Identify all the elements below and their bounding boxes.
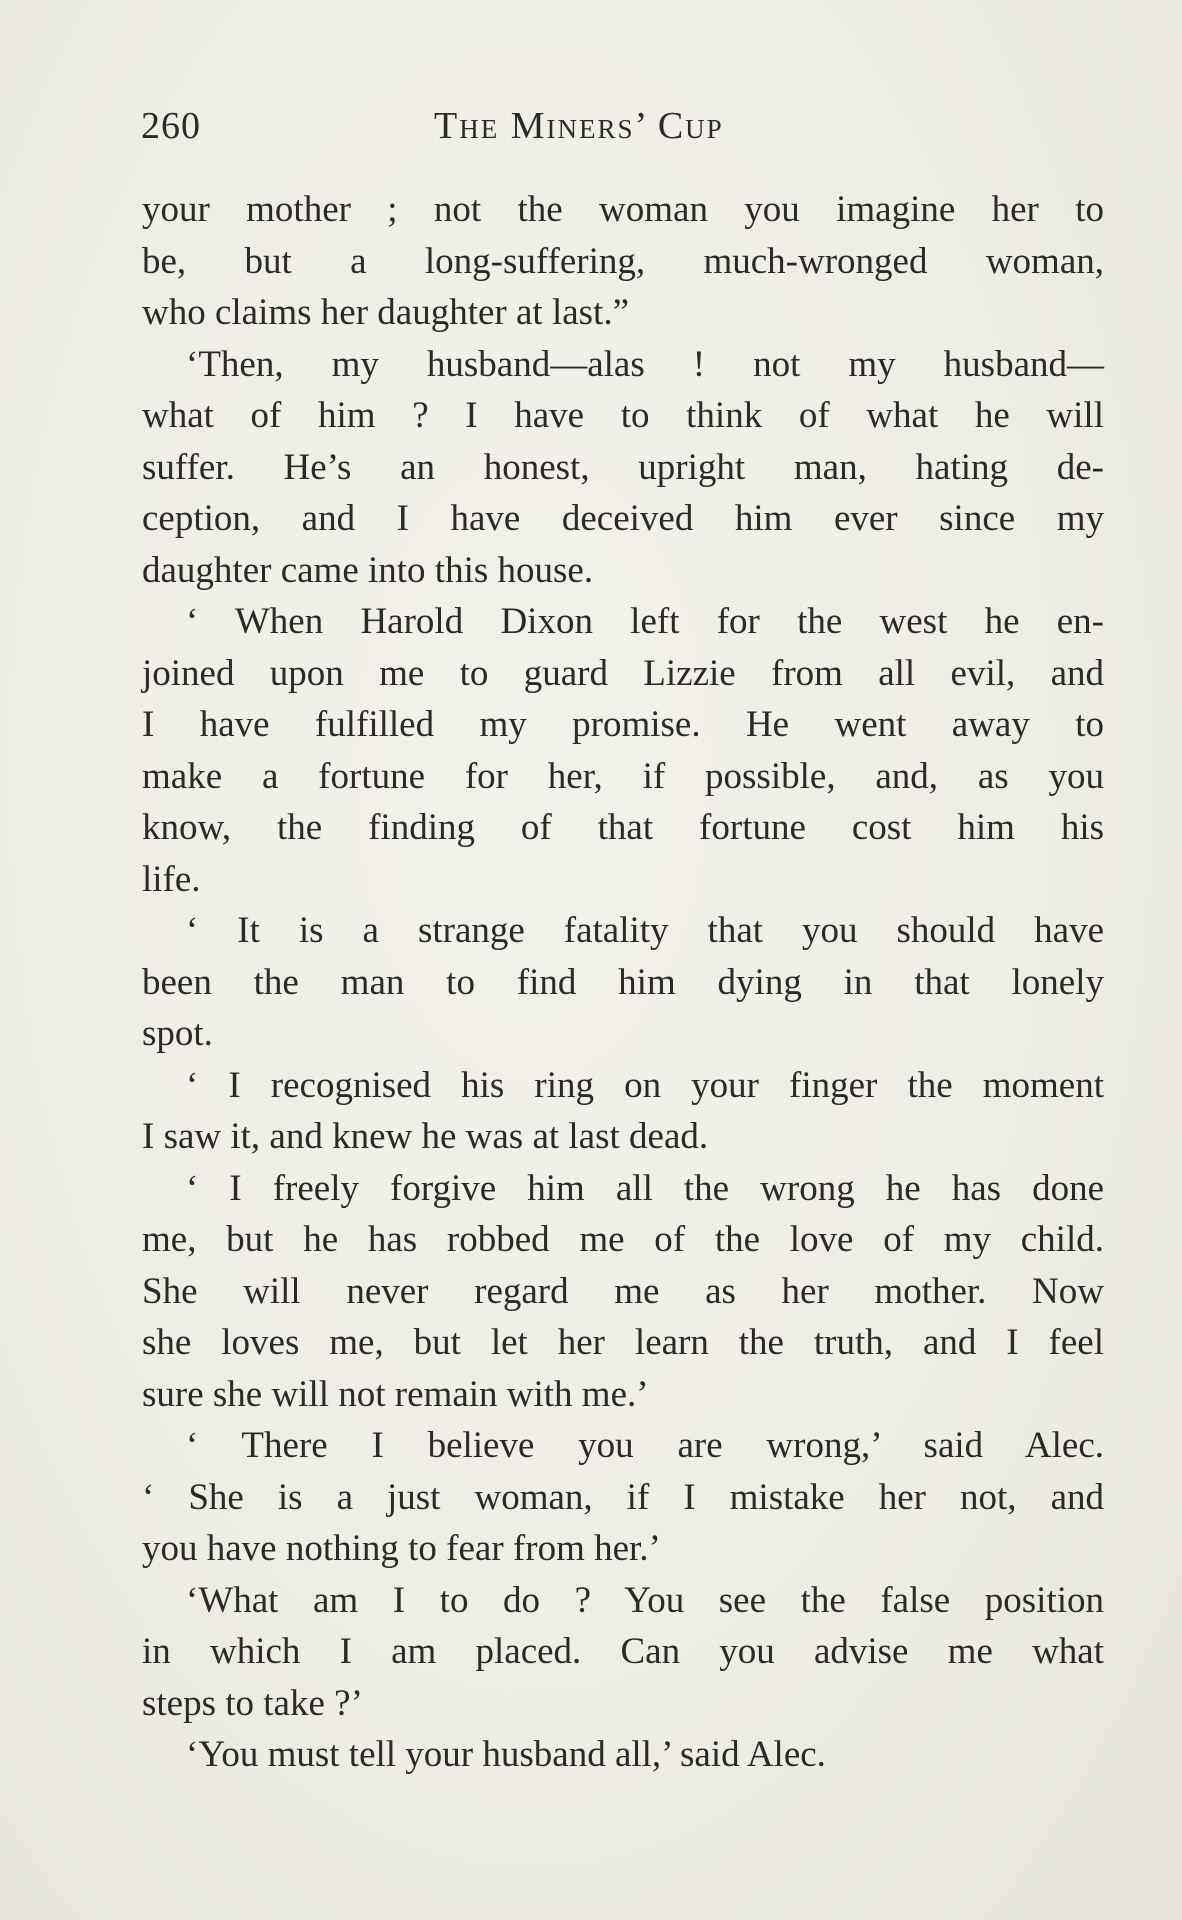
text-line: ‘ When Harold Dixon left for the west he en- [186,601,1104,642]
page-number: 260 [141,105,201,147]
text-line: your mother ; not the woman you imagine her to [142,189,1104,230]
text-line: ‘ She is a just woman, if I mistake her not, and [142,1476,1104,1518]
text-line: spot. [142,1013,213,1054]
text-line: she loves me, but let her learn the truth, and I feel [142,1322,1104,1363]
text-line: ‘What am I to do ? You see the false position [186,1579,1104,1621]
text-line: been the man to find him dying in that lonely [142,961,1104,1003]
text-line: sure she will not remain with me.’ [142,1373,649,1415]
text-line: ‘Then, my husband—alas ! not my husband— [186,343,1104,385]
text-line: daughter came into this house. [142,549,594,591]
text-line: ‘ I freely forgive him all the wrong he has done [186,1167,1104,1209]
text-line: ‘ I recognised his ring on your finger the moment [186,1064,1104,1106]
body-text [142,184,1104,1781]
text-line: life. [142,858,201,900]
text-line: be, but a long-suffering, much-wronged woman, [142,240,1104,282]
text-line: make a fortune for her, if possible, and, as you [142,755,1104,797]
text-line: me, but he has robbed me of the love of my child. [142,1219,1104,1260]
text-line: I have fulfilled my promise. He went away to [142,704,1104,745]
text-line: in which I am placed. Can you advise me what [142,1631,1104,1672]
text-line: I saw it, and knew he was at last dead. [142,1116,709,1157]
running-title: The Miners’ Cup [434,105,724,147]
text-line: ‘ It is a strange fatality that you should have [186,910,1104,951]
text-line: joined upon me to guard Lizzie from all evil, and [142,652,1104,694]
page-header [141,104,841,154]
text-line: She will never regard me as her mother. Now [142,1270,1104,1312]
text-line: ception, and I have deceived him ever since my [142,498,1104,539]
text-line: what of him ? I have to think of what he will [142,395,1104,436]
text-line: you have nothing to fear from her.’ [142,1528,661,1569]
text-line: ‘You must tell your husband all,’ said Alec. [186,1734,826,1775]
text-line: steps to take ?’ [142,1682,363,1724]
text-line: know, the finding of that fortune cost him his [142,807,1104,848]
text-line: suffer. He’s an honest, upright man, hating de- [142,446,1104,488]
text-line: who claims her daughter at last.” [142,292,629,333]
text-line: ‘ There I believe you are wrong,’ said Alec. [186,1425,1104,1466]
